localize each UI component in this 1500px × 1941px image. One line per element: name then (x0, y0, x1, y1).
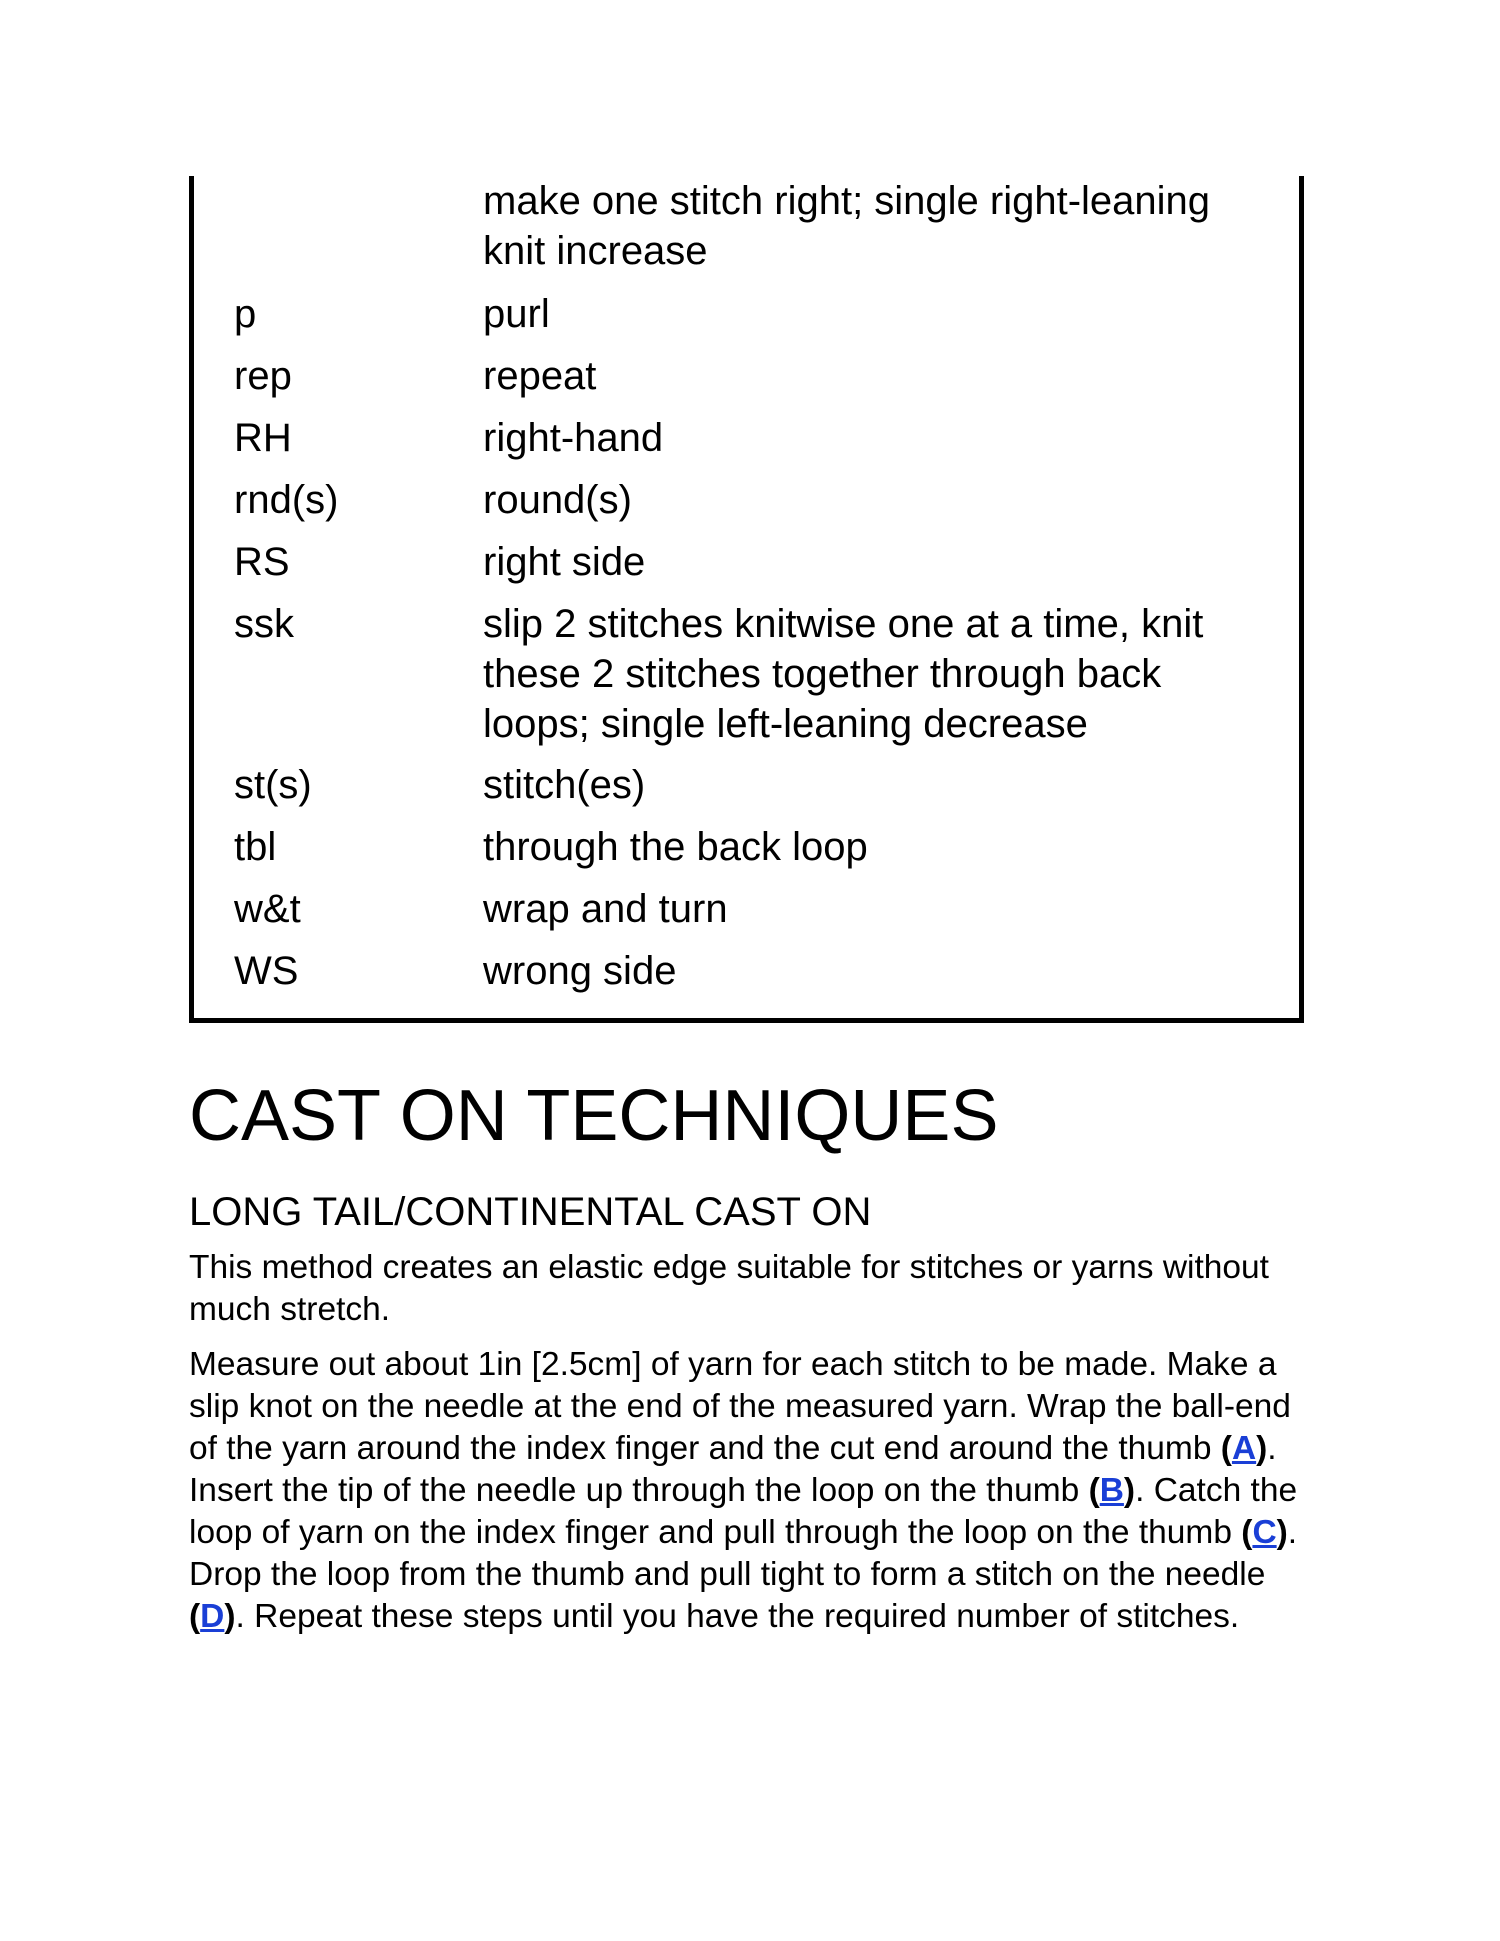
instructions-paragraph (189, 1344, 1319, 1638)
abbreviation-definition: wrap and turn (483, 887, 728, 931)
abbreviation-term: tbl (234, 825, 277, 869)
abbreviation-term: RH (234, 416, 292, 460)
abbreviation-term: p (234, 292, 257, 336)
abbreviation-definition: make one stitch right; single right-leaning knit increase (483, 179, 1211, 273)
instructions-text: Measure out about 1in [2.5cm] of yarn for each stitch to be made. Make a slip knot on the needle at the end of the measured yarn. Wrap the ball-end of the yarn around the index finger and the cut end around the thumb (189, 1346, 1291, 1467)
step-link-b[interactable]: B (1099, 1472, 1124, 1509)
abbreviation-definition: purl (483, 292, 550, 336)
step-link-a[interactable]: A (1231, 1430, 1257, 1467)
instructions-text: . Repeat these steps until you have the required number of stitches. (235, 1598, 1240, 1635)
abbreviation-definition: right side (483, 540, 646, 584)
abbreviation-term: RS (234, 540, 290, 584)
abbreviation-term: ssk (234, 602, 294, 646)
abbreviations-table (189, 176, 1304, 1023)
abbreviation-term: rnd(s) (234, 478, 339, 522)
step-ref-b: (B) (1088, 1472, 1136, 1509)
step-ref-c: (C) (1241, 1514, 1288, 1551)
abbreviation-definition: right-hand (483, 416, 664, 460)
step-ref-d: (D) (189, 1598, 236, 1635)
abbreviation-definition: round(s) (483, 478, 632, 522)
step-ref-a: (A) (1220, 1430, 1268, 1467)
step-link-c[interactable]: C (1252, 1514, 1277, 1551)
abbreviation-definition: repeat (483, 354, 597, 398)
section-title: CAST ON TECHNIQUES (189, 1076, 999, 1156)
instructions-text: . Catch the loop of yarn on the index finger and pull through the loop on the thumb (189, 1472, 1298, 1551)
abbreviation-definition: slip 2 stitches knitwise one at a time, knit these 2 stitches together through back loops; single left-leaning decrease (483, 602, 1204, 746)
abbreviation-term: st(s) (234, 763, 312, 807)
subsection-title: LONG TAIL/CONTINENTAL CAST ON (189, 1190, 872, 1234)
abbreviation-term: rep (234, 354, 292, 398)
abbreviation-term: WS (234, 949, 299, 993)
step-link-d[interactable]: D (200, 1598, 225, 1635)
abbreviation-definition: through the back loop (483, 825, 868, 869)
intro-paragraph: This method creates an elastic edge suitable for stitches or yarns without much stretch. (189, 1249, 1269, 1328)
instructions-text: . Insert the tip of the needle up through the loop on the thumb (189, 1430, 1277, 1509)
instructions-text: . Drop the loop from the thumb and pull tight to form a stitch on the needle (189, 1514, 1298, 1593)
abbreviation-definition: wrong side (483, 949, 677, 993)
abbreviation-definition: stitch(es) (483, 763, 646, 807)
abbreviation-term: w&t (234, 887, 301, 931)
